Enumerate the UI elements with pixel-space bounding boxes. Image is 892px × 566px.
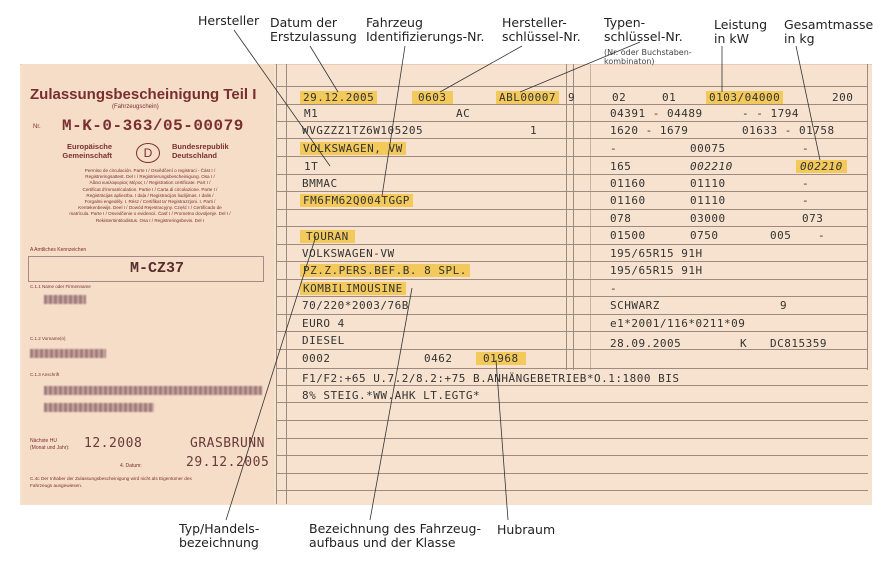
value-073: 073: [802, 212, 824, 225]
eu-right-label: Bundesrepublik Deutschland: [172, 142, 229, 160]
axle-load-1b: 01110: [690, 177, 726, 190]
approval-date: 28.09.2005: [610, 337, 682, 350]
max-speed: 200: [832, 91, 854, 104]
callout-type-key: Typen- schlüssel-Nr.: [604, 15, 683, 44]
redacted-firstname: [30, 349, 106, 358]
row-dash-5: -: [818, 229, 826, 242]
number-label: Nr.: [33, 124, 41, 130]
empty-mass: 1620 - 1679: [610, 124, 689, 137]
remarks-line-2: 8% STEIG.*WW.AHK LT.EGTG*: [302, 389, 481, 402]
callout-trade-name: Typ/Handels- bezeichnung: [179, 521, 260, 550]
owner-disclaimer: C.4c Der Inhaber der Zulassungsbescheinigung wird nicht als Eigentümer des Fahrzeugs ausgewiesen.: [30, 476, 192, 488]
manufacturer: VOLKSWAGEN, VW: [300, 142, 406, 155]
hu-date: 12.2008: [84, 436, 143, 451]
first-registration-date: 29.12.2005: [300, 91, 377, 104]
eu-left-label: Europäische Gemeinschaft: [62, 142, 112, 160]
callout-displacement: Hubraum: [497, 522, 556, 537]
emission-directive: 70/220*2003/76B: [302, 299, 409, 312]
check-digit: 1: [530, 124, 538, 137]
version: FM6FM62Q004TGGP: [300, 194, 413, 207]
redacted-street: [44, 386, 262, 395]
plate-label: A Amtliches Kennzeichen: [30, 247, 87, 253]
callout-power: Leistung in kW: [714, 17, 768, 46]
callout-type-key-note: (Nr. oder Buchstaben- kombinaton): [604, 48, 692, 66]
vehicle-category: PZ.Z.PERS.BEF.B. 8 SPL.: [300, 264, 470, 277]
emission-key: 0462: [424, 352, 453, 365]
emission-class: EURO 4: [302, 317, 345, 330]
redacted-name: [44, 295, 86, 304]
row-dash-6: -: [610, 282, 618, 295]
manufacturer-key-number: 0603: [412, 91, 453, 104]
license-plate: M-CZ37: [130, 260, 185, 277]
title-document-number: DC815359: [770, 337, 827, 350]
firstname-label: C.1.2 Vorname(n): [30, 336, 66, 341]
type-key-suffix: 9: [568, 91, 576, 104]
name-label: C.1.1 Name oder Firmenname: [30, 284, 91, 289]
value-165: 165: [610, 160, 632, 173]
height: - - 1794: [742, 107, 799, 120]
redacted-city: [44, 403, 154, 412]
axle-load-2b: 01110: [690, 194, 726, 207]
callout-manufacturer-key: Hersteller- schlüssel-Nr.: [502, 15, 581, 44]
seats: 005: [770, 229, 792, 242]
row-dash-3: -: [802, 177, 810, 190]
vehicle-identification-number: WVGZZZ1TZ6W105205: [302, 124, 424, 137]
trade-name: TOURAN: [300, 230, 355, 243]
document-title: Zulassungsbescheinigung Teil I: [30, 86, 257, 103]
value-078: 078: [610, 212, 632, 225]
tank-volume: 00075: [690, 142, 726, 155]
permit-multilingual-text: Permiso de circulación. Parte I / Osvědčení o registraci - Část I / Registreringsattest. Del I / Registrierungsbescheinigung. Osa I / Άδεια κυκλοφορίας Μέρος I / Registration certificate. Part I / Certificat d'immatriculation. Partie I / Carta di circolazione. Parte I / Reģistrācijas apliecība. I daļa / Registracijos liudijimas. I dalis / Forgalmi engedély. I. Rész / Certifikat ta' Registrazzjoni. I. Parti / Kentekenbewijs. Deel I / Dowód Rejestracyjny. Część I / Certificado de matrícula. Parte I / Osvedčenie o evidencii. Časť I / Prometno dovoljenje. Del I / Rekisteröintitodistus. Osa I / Registreringsbevis. Del I: [69, 168, 231, 223]
mass-range: 01633 - 01758: [742, 124, 835, 137]
hu-label: Nächste HU (Monat und Jahr):: [30, 438, 70, 451]
tire-size-1: 195/65R15 91H: [610, 247, 703, 260]
remarks-line-1: F1/F2:+65 U.7.2/8.2:+75 B.ANHÄNGEBETRIEB*O.1:1800 BIS: [302, 372, 680, 385]
callout-first-registration: Datum der Erstzulassung: [270, 15, 357, 44]
trailer-load-braked: 01500: [610, 229, 646, 242]
variant: BMMAC: [302, 177, 338, 190]
driven-axles: 01: [662, 91, 677, 104]
permitted-mass: 002210: [690, 160, 733, 173]
callout-vin: Fahrzeug Identifizierungs-Nr.: [366, 15, 485, 44]
axle-load-1: 01160: [610, 177, 646, 190]
country-badge: D: [136, 143, 160, 163]
power-rating: 0103/04000: [706, 91, 783, 104]
callout-total-mass: Gesamtmasse in kg: [784, 17, 874, 46]
k-label: K: [740, 337, 748, 350]
seat-count: 9: [780, 299, 788, 312]
date-label: 4. Datum:: [120, 463, 142, 469]
value-03000: 03000: [690, 212, 726, 225]
manufacturer-short: VOLKSWAGEN-VW: [302, 247, 395, 260]
type-key-number: ABL00007: [496, 91, 559, 104]
row-dash-2: -: [802, 142, 810, 155]
row-dash-1: -: [610, 142, 618, 155]
address-label: C.1.3 Anschrift: [30, 372, 60, 377]
vehicle-class: M1: [304, 107, 319, 120]
issuing-place: GRASBRUNN: [190, 436, 265, 451]
type-approval: e1*2001/116*0211*09: [610, 317, 746, 330]
axle-load-2: 01160: [610, 194, 646, 207]
displacement: 01968: [476, 352, 526, 365]
issue-date: 29.12.2005: [186, 455, 270, 470]
document-number: M-K-0-363/05-00079: [62, 117, 244, 135]
tire-size-2: 195/65R15 91H: [610, 264, 703, 277]
callout-manufacturer: Hersteller: [198, 13, 260, 28]
body-type: KOMBILIMOUSINE: [300, 282, 406, 295]
fuel-type: DIESEL: [302, 334, 345, 347]
row-dash-4: -: [802, 194, 810, 207]
callout-body-class: Bezeichnung des Fahrzeug- aufbaus und der Klasse: [309, 521, 481, 550]
trailer-load-unbraked: 0750: [690, 229, 719, 242]
color: SCHWARZ: [610, 299, 660, 312]
body-code: AC: [456, 107, 471, 120]
type: 1T: [304, 160, 319, 173]
fuel-code: 0002: [302, 352, 331, 365]
length-width: 04391 - 04489: [610, 107, 703, 120]
total-mass: 002210: [796, 160, 847, 173]
document-subtitle: (Fahrzeugschein): [112, 104, 159, 110]
axle-count: 02: [612, 91, 627, 104]
